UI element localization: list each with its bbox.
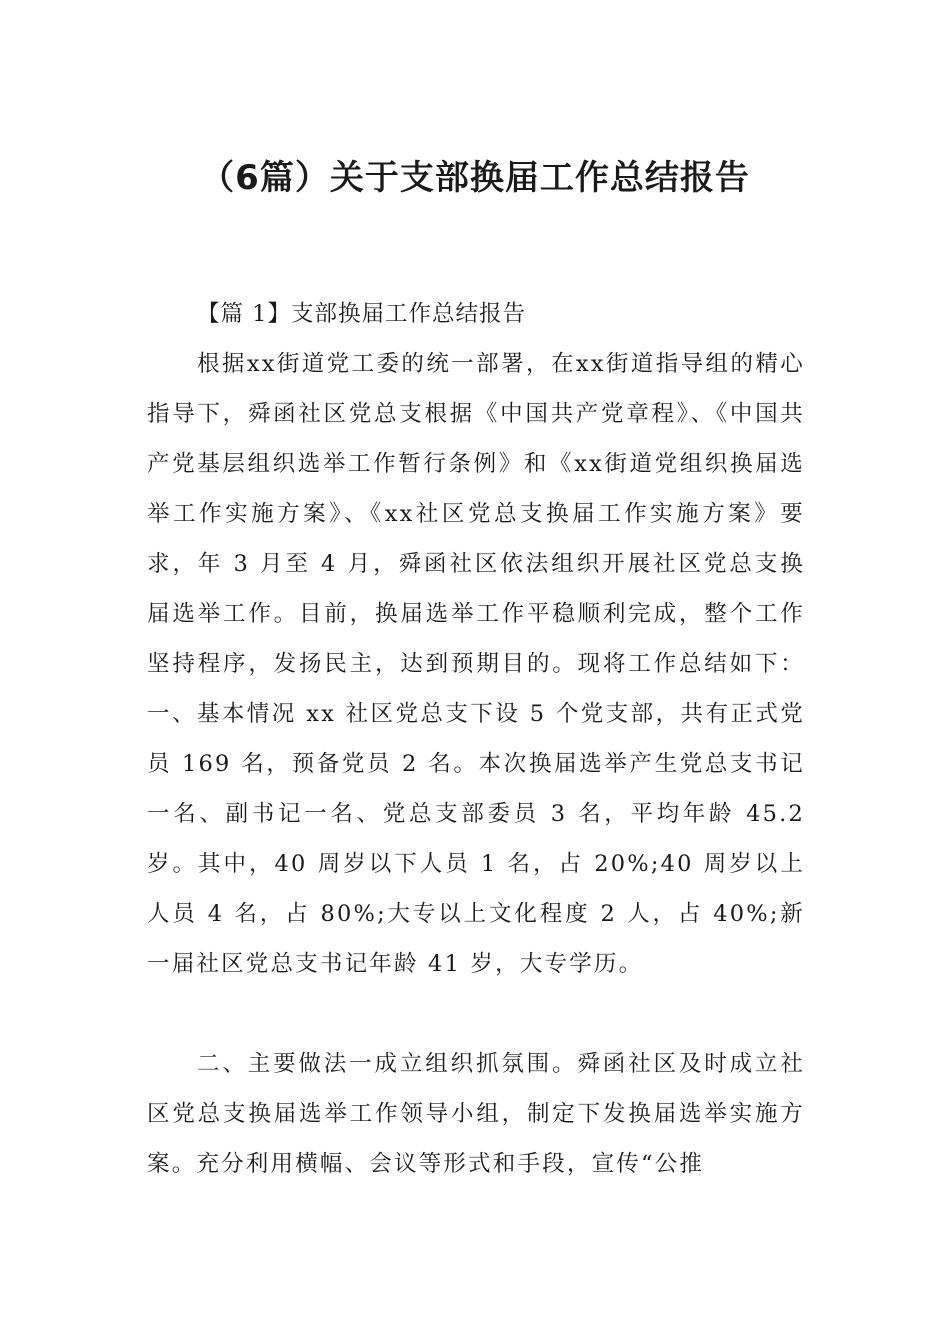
paragraph-2: 二、主要做法一成立组织抓氛围。舜函社区及时成立社区党总支换届选举工作领导小组，制定下发换届选举实施方案。充分利用横幅、会议等形式和手段，宣传“公推 xyxy=(147,1051,805,1177)
document-title: （6篇）关于支部换届工作总结报告 xyxy=(200,158,750,198)
section-heading: 【篇 1】支部换届工作总结报告 xyxy=(197,301,526,327)
paragraph-1: 根据xx街道党工委的统一部署，在xx街道指导组的精心指导下，舜函社区党总支根据《中国共产党章程》、《中国共产党基层组织选举工作暂行条例》和《xx街道党组织换届选举工作实施方案》、《xx社区党总支换届工作实施方案》要求，年 3 月至 4 月，舜函社区依法组织开展社区党总支换届选举工作。目前，换届选举工作平稳顺利完成，整个工作坚持程序，发扬民主，达到预期目的。现将工作总结如下：一、基本情况 xx 社区党总支下设 5 个党支部，共有正式党员 169 名，预备党员 2 名。本次换届选举产生党总支书记一名、副书记一名、党总支部委员 3 名，平均年龄 45.2 岁。其中，40 周岁以下人员 1 名，占 20%;40 周岁以上人员 4 名，占 80%;大专以上文化程度 2 人，占 40%;新一届社区党总支书记年龄 41 岁，大专学历。 xyxy=(147,351,805,977)
